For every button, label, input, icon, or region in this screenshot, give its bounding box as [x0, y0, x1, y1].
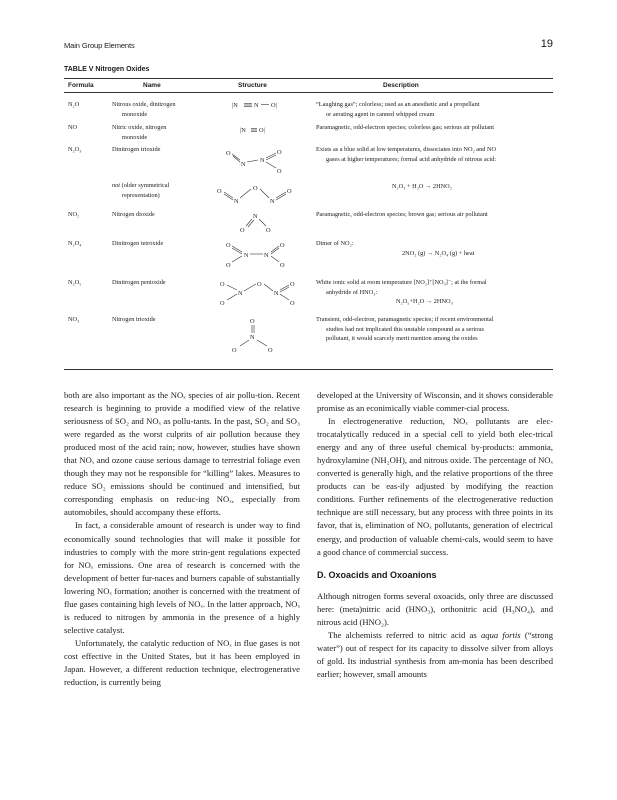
formula-no2: NO₂	[68, 211, 80, 218]
structure-n2o3-symmetrical	[215, 182, 305, 208]
structure-n2o4	[222, 238, 302, 270]
formula-n2o: N₂O	[68, 101, 80, 108]
atom: O	[277, 168, 282, 175]
structure-no2	[236, 210, 276, 236]
atom: N	[250, 334, 255, 341]
paragraph: Although nitrogen forms several oxoacids, only three are discussed here: (meta)nitric acid (HNO₃), orthonitric acid (H₃NO₄), and nitrous acid (HNO₂).	[317, 590, 553, 627]
formula-n2o3: N₂O₃	[68, 146, 82, 153]
atom: O|	[259, 127, 265, 134]
atom: O	[290, 300, 295, 307]
atom: O	[217, 188, 222, 195]
atom: O	[287, 188, 292, 195]
formula-no3: NO₃	[68, 316, 80, 323]
atom: O	[277, 149, 282, 156]
body-left-column	[64, 389, 300, 689]
structure-no3	[228, 314, 278, 356]
atom: O	[250, 318, 255, 325]
atom: O	[232, 347, 237, 354]
atom: O	[266, 227, 271, 234]
atom: O	[220, 281, 225, 288]
atom: N	[241, 161, 246, 168]
desc-no: Paramagnetic, odd-electron species; colorless gas; serious air pollutant	[316, 124, 495, 131]
atom: O|	[271, 102, 277, 109]
name-n2o3: Dinitrogen trioxide	[112, 146, 161, 153]
col-formula: Formula	[68, 82, 94, 89]
formula-n2o5: N₂O₅	[68, 279, 82, 286]
name-no2: Nitrogen dioxide	[112, 211, 155, 218]
col-structure: Structure	[238, 82, 267, 89]
name-n2o4: Dinitrogen tetroxide	[112, 240, 164, 247]
structure-no	[238, 124, 288, 138]
desc-n2o4: Dimer of NO₂:	[316, 240, 354, 247]
paragraph: both are also important as the NOₓ species of air pollu-tion. Recent research is beginning to provide a modified view of the relative seriousness of SO₂ and NOₓ as pollu-tants. In the past, SO₂ and SO₃ were regarded as the worst culprits of air pollution because they produced most of the acid rain; now, however, studies have shown that NOₓ and ozone cause serious damage to terrestrial foliage even though they may not be responsible for “killing” lakes. Measures to reduce SO₂ emissions should be continued and intensified, but corresponding emphasis on reduc-ing NOₓ, especially from automobiles, should accompany these efforts.	[64, 390, 300, 518]
atom: N	[234, 198, 239, 205]
name-no3: Nitrogen trioxide	[112, 316, 156, 323]
eq-n2o3-hydrolysis: N₂O₃ + H₂O → 2HNO₂	[392, 183, 452, 190]
atom: N	[270, 198, 275, 205]
desc-no2: Paramagnetic, odd-electron species; brown gas; serious air pollutant	[316, 211, 488, 218]
atom: |N	[232, 102, 238, 109]
structure-n2o3	[222, 146, 302, 178]
atom: O	[280, 242, 285, 249]
atom: O	[240, 227, 245, 234]
atom: N	[238, 290, 243, 297]
atom: N	[253, 213, 258, 220]
atom: N	[254, 102, 259, 109]
atom: |N	[240, 127, 246, 134]
atom: O	[226, 262, 231, 269]
atom: N	[274, 290, 279, 297]
formula-n2o4: N₂O₄	[68, 240, 82, 247]
atom: O	[226, 150, 231, 157]
desc-n2o3: Exists as a blue solid at low temperatures, dissociates into NO₂ and NO gases at higher temperatures; formal acid anhydride of nitrous acid:	[316, 146, 497, 163]
name-no: Nitric oxide, nitrogen monoxide	[112, 124, 167, 141]
paragraph: In fact, a considerable amount of research is under way to find economically sound technologies that will make it possible for industries to comply with the more strin-gent regulations expected for NOₓ emissions. One area of research is concerned with the development of better fur-naces and burners capable of substantially lowering NOₓ formation; another is concerned with the treatment of flue gases containing high levels of NOₓ. In the latter approach, NOₓ is reduced to nitrogen by ammonia in the presence of a highly selective catalyst.	[64, 520, 300, 635]
body-right-column	[317, 389, 553, 681]
structure-n2o	[230, 99, 300, 113]
structure-n2o5	[218, 277, 308, 309]
page-number: 19	[540, 38, 553, 50]
atom: O	[253, 185, 258, 192]
atom: N	[244, 252, 249, 259]
name-symmetrical: not (older symmetrical representation)	[112, 182, 170, 199]
paragraph: In electrogenerative reduction, NOₓ pollutants are elec-trocatalytically reduced in a special cell to yield both elec-trical energy and any of three useful chemical by-products: ammonia, hydroxylamine (NH₂OH), and nitrous oxide. The percentage of NOₓ converted is generally high, and the relative proportions of the three products can be eas-ily adjusted by modifying the reaction conditions. Further refinements of the electrogenerative reduction technique are still necessary, but any process with three points in its favor, that is, elimination of NOₓ pollutants, generation of electrical energy, and production of valuable chemi-cals, would seem to have a good chance of commercial success.	[317, 416, 553, 557]
atom: O	[257, 281, 262, 288]
name-n2o: Nitrous oxide, dinitrogen monoxide	[112, 101, 176, 118]
table-caption: TABLE V Nitrogen Oxides	[64, 66, 150, 73]
paragraph: developed at the University of Wisconsin, and it shows considerable promise as an econimically viable commer-cial process.	[317, 390, 553, 414]
running-title: Main Group Elements	[64, 41, 135, 50]
table-bottom-rule	[64, 369, 553, 370]
atom: O	[290, 281, 295, 288]
atom: N	[264, 252, 269, 259]
col-name: Name	[143, 82, 161, 89]
atom: O	[220, 300, 225, 307]
paragraph: Unfortunately, the catalytic reduction of NOₓ in flue gases is not cost effective in the United States, but it has been employed in Japan. However, a different reduction technique, electrogenerative reduction, is currently being	[64, 637, 300, 688]
paragraph: The alchemists referred to nitric acid as aqua fortis (“strong water”) out of respect for its capacity to dissolve silver from alloys of gold. Its industrial synthesis from am-monia has been described earlier; however, small amounts	[317, 629, 554, 679]
desc-n2o5: White ionic solid at room temperature [NO₂]⁺[NO₃]⁻; at the formal anhydride of HNO₃:	[316, 279, 487, 296]
table-top-rule	[64, 78, 553, 79]
section-heading: D. Oxoacids and Oxoanions	[317, 569, 437, 580]
atom: O	[280, 262, 285, 269]
formula-no: NO	[68, 124, 78, 131]
atom: N	[260, 157, 265, 164]
eq-n2o4: 2NO₂ (g) → N₂O₄ (g) + heat	[402, 250, 475, 257]
table-header-rule	[64, 92, 553, 93]
atom: O	[226, 242, 231, 249]
eq-n2o5: N₂O₅+H₂O → 2HNO₃	[396, 298, 453, 305]
atom: O	[268, 347, 273, 354]
name-n2o5: Dinitrogen pentoxide	[112, 279, 166, 286]
col-description: Description	[383, 82, 419, 89]
desc-no3: Transient, odd-electron, paramagnetic species; if recent environmental studies had not implicated this unstable compound as a serious pollutant, it would scarcely merit mention among the oxides	[316, 316, 494, 343]
desc-n2o: “Laughing gas”; colorless; used as an anesthetic and a propellant or aerating agent in canned whipped cream	[316, 101, 480, 118]
